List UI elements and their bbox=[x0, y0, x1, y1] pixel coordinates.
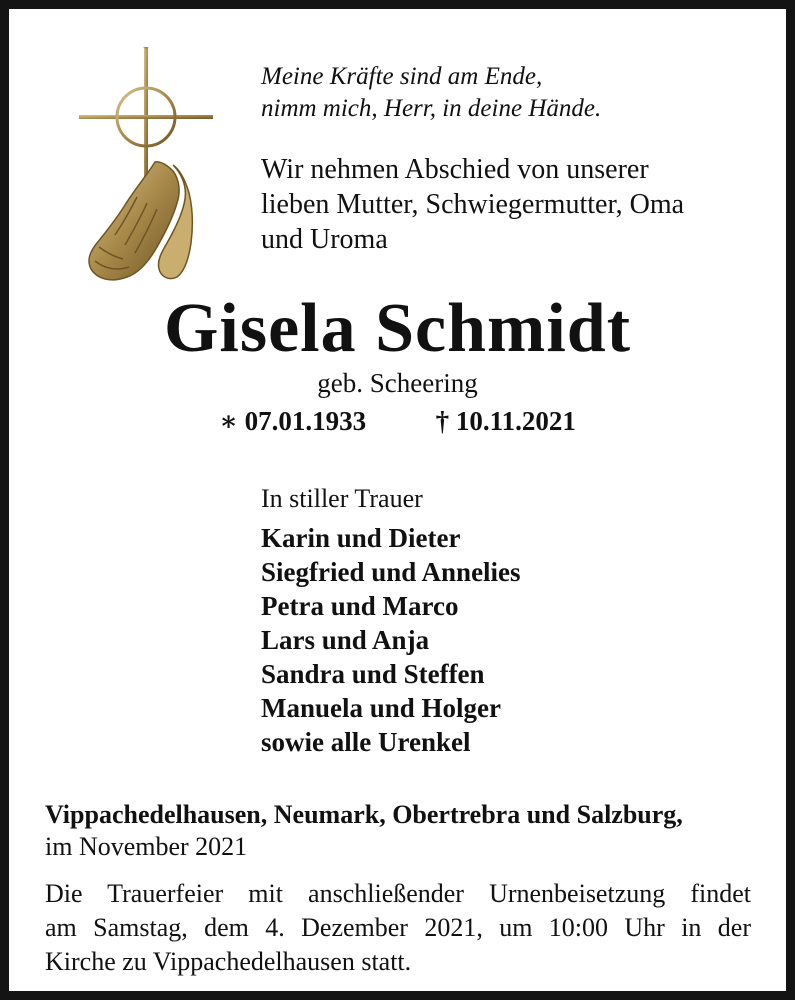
quote-verse bbox=[261, 61, 601, 125]
quote-line: Meine Kräfte sind am Ende, bbox=[261, 63, 543, 90]
funeral-info bbox=[45, 877, 751, 979]
deceased-name: Gisela Schmidt bbox=[163, 290, 632, 367]
cross-praying-hands-emblem bbox=[77, 47, 217, 285]
info-line: Die Trauerfeier mit anschließender Urnenbeisetzung findet bbox=[45, 879, 751, 908]
death-date: 10.11.2021 bbox=[455, 406, 576, 436]
intro-text bbox=[261, 152, 684, 257]
list-item: Petra und Marco bbox=[261, 591, 459, 621]
life-dates bbox=[9, 404, 786, 438]
praying-hands-icon bbox=[89, 162, 192, 280]
places-line: Vippachedelhausen, Neumark, Obertrebra und Salzburg, bbox=[45, 800, 683, 829]
date-line: im November 2021 bbox=[45, 832, 248, 861]
list-item: Siegfried und Annelies bbox=[261, 557, 521, 587]
list-item: Sandra und Steffen bbox=[261, 659, 485, 689]
mourning-heading: In stiller Trauer bbox=[261, 484, 423, 513]
list-item: Karin und Dieter bbox=[261, 523, 461, 553]
maiden-name: geb. Scheering bbox=[317, 368, 478, 398]
mourners-list bbox=[261, 521, 521, 759]
quote-line: nimm mich, Herr, in deine Hände. bbox=[261, 95, 602, 122]
intro-line: lieben Mutter, Schwiegermutter, Oma bbox=[261, 189, 685, 220]
intro-line: Wir nehmen Abschied von unserer bbox=[261, 154, 649, 185]
death-cross-icon: † bbox=[435, 406, 450, 436]
birth-star-icon: ∗ bbox=[219, 406, 238, 436]
list-item: sowie alle Urenkel bbox=[261, 727, 471, 757]
info-line: am Samstag, dem 4. Dezember 2021, um 10:00 Uhr in der bbox=[45, 913, 751, 942]
birth-date: 07.01.1933 bbox=[244, 406, 367, 436]
info-line: Kirche zu Vippachedelhausen statt. bbox=[45, 947, 412, 976]
list-item: Manuela und Holger bbox=[261, 693, 502, 723]
list-item: Lars und Anja bbox=[261, 625, 430, 655]
cross-icon bbox=[79, 47, 213, 187]
intro-line: und Uroma bbox=[261, 224, 388, 255]
